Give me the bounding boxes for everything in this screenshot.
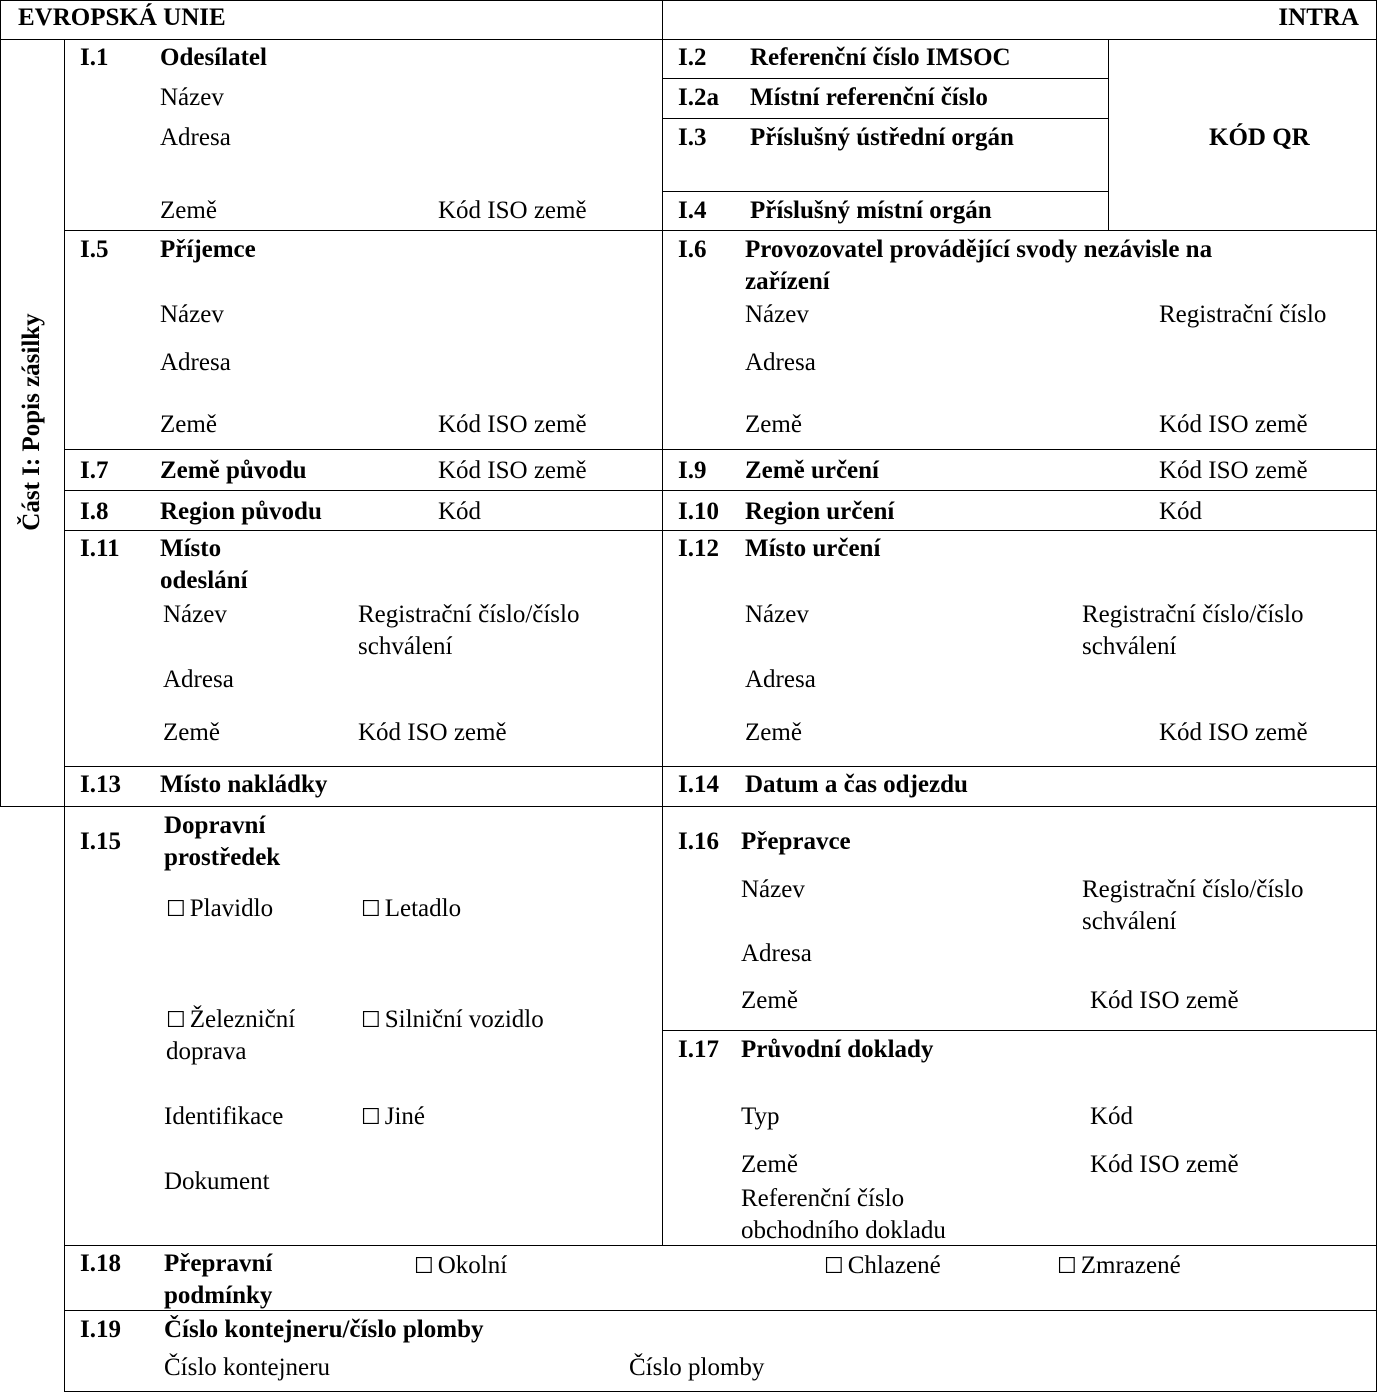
i17-title: Průvodní doklady [741, 1036, 934, 1063]
rule [662, 1030, 1377, 1031]
checkbox-icon[interactable]: ☐ [824, 1253, 844, 1278]
i15-rail-label-line1: Železniční [189, 1006, 296, 1033]
i6-reg-label: Registrační číslo [1159, 301, 1327, 328]
i1-address-label: Adresa [160, 124, 231, 151]
i6-title-line2: zařízení [745, 268, 830, 295]
i5-iso-label: Kód ISO země [438, 411, 587, 438]
i6-country-label: Země [745, 411, 802, 438]
i18-frozen-option[interactable] [1057, 1250, 1181, 1282]
i2a-title: Místní referenční číslo [750, 84, 988, 111]
i5-address-label: Adresa [160, 349, 231, 376]
i9-iso-label: Kód ISO země [1159, 457, 1308, 484]
rule [0, 806, 1377, 807]
i15-other-label: Jiné [384, 1103, 426, 1130]
i12-iso-label: Kód ISO země [1159, 719, 1308, 746]
i15-document-label: Dokument [164, 1168, 270, 1195]
i12-reg-line2: schválení [1082, 633, 1177, 660]
i1-name-label: Název [160, 84, 224, 111]
i8-number: I.8 [80, 498, 109, 525]
i6-address-label: Adresa [745, 349, 816, 376]
i18-chilled-option[interactable] [824, 1250, 941, 1282]
i6-name-label: Název [745, 301, 809, 328]
i3-title: Příslušný ústřední orgán [750, 124, 1014, 151]
i15-number: I.15 [80, 828, 121, 855]
i12-number: I.12 [678, 535, 719, 562]
i19-container-label: Číslo kontejneru [164, 1354, 330, 1381]
i7-title: Země původu [160, 457, 307, 484]
i16-title: Přepravce [741, 828, 851, 855]
i2-title: Referenční číslo IMSOC [750, 44, 1011, 71]
i1-title: Odesílatel [160, 44, 267, 71]
i14-number: I.14 [678, 771, 719, 798]
i18-number: I.18 [80, 1250, 121, 1277]
i4-number: I.4 [678, 197, 707, 224]
rule [64, 1391, 1377, 1392]
rule [0, 0, 1377, 1]
i15-title-line2: prostředek [164, 844, 281, 871]
i11-number: I.11 [80, 535, 120, 562]
checkbox-icon[interactable]: ☐ [361, 1104, 381, 1129]
rule [662, 191, 1108, 192]
i11-address-label: Adresa [163, 666, 234, 693]
part-one-side-label: Část I: Popis zásilky [18, 313, 45, 531]
rule [64, 530, 1377, 531]
rule [64, 490, 1377, 491]
i17-number: I.17 [678, 1036, 719, 1063]
i15-vessel-label: Plavidlo [189, 895, 274, 922]
checkbox-icon[interactable]: ☐ [361, 896, 381, 921]
i7-number: I.7 [80, 457, 109, 484]
i17-ref-line2: obchodního dokladu [741, 1217, 946, 1244]
i15-vessel-option[interactable] [166, 893, 273, 925]
i15-rail-option[interactable] [166, 1004, 295, 1036]
i11-name-label: Název [163, 601, 227, 628]
i12-title: Místo určení [745, 535, 881, 562]
i9-number: I.9 [678, 457, 707, 484]
i10-number: I.10 [678, 498, 719, 525]
i19-seal-label: Číslo plomby [629, 1354, 765, 1381]
i1-country-label: Země [160, 197, 217, 224]
i5-title: Příjemce [160, 236, 256, 263]
i9-title: Země určení [745, 457, 879, 484]
i6-iso-label: Kód ISO země [1159, 411, 1308, 438]
i4-title: Příslušný místní orgán [750, 197, 992, 224]
rule [64, 39, 65, 1392]
i11-reg-line2: schválení [358, 633, 453, 660]
i11-title-line1: Místo [160, 535, 222, 562]
checkbox-icon[interactable]: ☐ [166, 896, 186, 921]
i18-ambient-label: Okolní [437, 1252, 508, 1279]
i16-reg-line1: Registrační číslo/číslo [1082, 876, 1304, 903]
i18-title-line1: Přepravní [164, 1250, 273, 1277]
i10-title: Region určení [745, 498, 895, 525]
i18-ambient-option[interactable] [414, 1250, 507, 1282]
i11-title-line2: odeslání [160, 567, 248, 594]
rule [0, 0, 1, 807]
i6-title-line1: Provozovatel provádějící svody nezávisle na [745, 236, 1213, 263]
qr-code-label: KÓD QR [1209, 124, 1310, 151]
rule [0, 39, 1377, 40]
rule [64, 766, 1377, 767]
i10-code-label: Kód [1159, 498, 1203, 525]
i16-address-label: Adresa [741, 940, 812, 967]
i16-reg-line2: schválení [1082, 908, 1177, 935]
header-intra: INTRA [1278, 4, 1359, 31]
i15-title-line1: Dopravní [164, 812, 266, 839]
i17-code-label: Kód [1090, 1103, 1134, 1130]
i8-code-label: Kód [438, 498, 482, 525]
i16-number: I.16 [678, 828, 719, 855]
i12-reg-line1: Registrační číslo/číslo [1082, 601, 1304, 628]
i13-number: I.13 [80, 771, 121, 798]
rule [662, 78, 1108, 79]
rule [64, 1245, 1377, 1246]
i1-number: I.1 [80, 44, 109, 71]
rule [64, 449, 1377, 450]
i16-iso-label: Kód ISO země [1090, 987, 1239, 1014]
rule [1108, 39, 1109, 231]
i5-number: I.5 [80, 236, 109, 263]
i18-title-line2: podmínky [164, 1282, 273, 1309]
i8-title: Region původu [160, 498, 322, 525]
rule [662, 0, 663, 1246]
header-eu: EVROPSKÁ UNIE [18, 4, 226, 31]
i15-rail-label-line2: doprava [166, 1038, 247, 1065]
i11-reg-line1: Registrační číslo/číslo [358, 601, 580, 628]
i17-ref-line1: Referenční číslo [741, 1185, 905, 1212]
i17-type-label: Typ [741, 1103, 780, 1130]
i5-country-label: Země [160, 411, 217, 438]
i6-number: I.6 [678, 236, 707, 263]
i15-identification-label: Identifikace [164, 1103, 284, 1130]
i15-other-option[interactable] [361, 1101, 425, 1133]
i15-plane-label: Letadlo [384, 895, 462, 922]
checkbox-icon[interactable]: ☐ [166, 1007, 186, 1032]
i1-iso-label: Kód ISO země [438, 197, 587, 224]
checkbox-icon[interactable]: ☐ [414, 1253, 434, 1278]
i17-iso-label: Kód ISO země [1090, 1151, 1239, 1178]
i11-country-label: Země [163, 719, 220, 746]
i15-road-label: Silniční vozidlo [384, 1006, 544, 1033]
i5-name-label: Název [160, 301, 224, 328]
i19-title: Číslo kontejneru/číslo plomby [164, 1316, 484, 1343]
i15-plane-option[interactable] [361, 893, 461, 925]
rule [64, 230, 1377, 231]
i12-name-label: Název [745, 601, 809, 628]
rule [662, 118, 1108, 119]
i12-address-label: Adresa [745, 666, 816, 693]
i7-iso-label: Kód ISO země [438, 457, 587, 484]
i16-country-label: Země [741, 987, 798, 1014]
i17-country-label: Země [741, 1151, 798, 1178]
i12-country-label: Země [745, 719, 802, 746]
checkbox-icon[interactable]: ☐ [1057, 1253, 1077, 1278]
i18-chilled-label: Chlazené [847, 1252, 941, 1279]
i19-number: I.19 [80, 1316, 121, 1343]
i11-iso-label: Kód ISO země [358, 719, 507, 746]
checkbox-icon[interactable]: ☐ [361, 1007, 381, 1032]
i2-number: I.2 [678, 44, 707, 71]
i16-name-label: Název [741, 876, 805, 903]
i3-number: I.3 [678, 124, 707, 151]
i14-title: Datum a čas odjezdu [745, 771, 968, 798]
i18-frozen-label: Zmrazené [1080, 1252, 1181, 1279]
i15-road-option[interactable] [361, 1004, 544, 1036]
i13-title: Místo nakládky [160, 771, 328, 798]
i2a-number: I.2a [678, 84, 719, 111]
